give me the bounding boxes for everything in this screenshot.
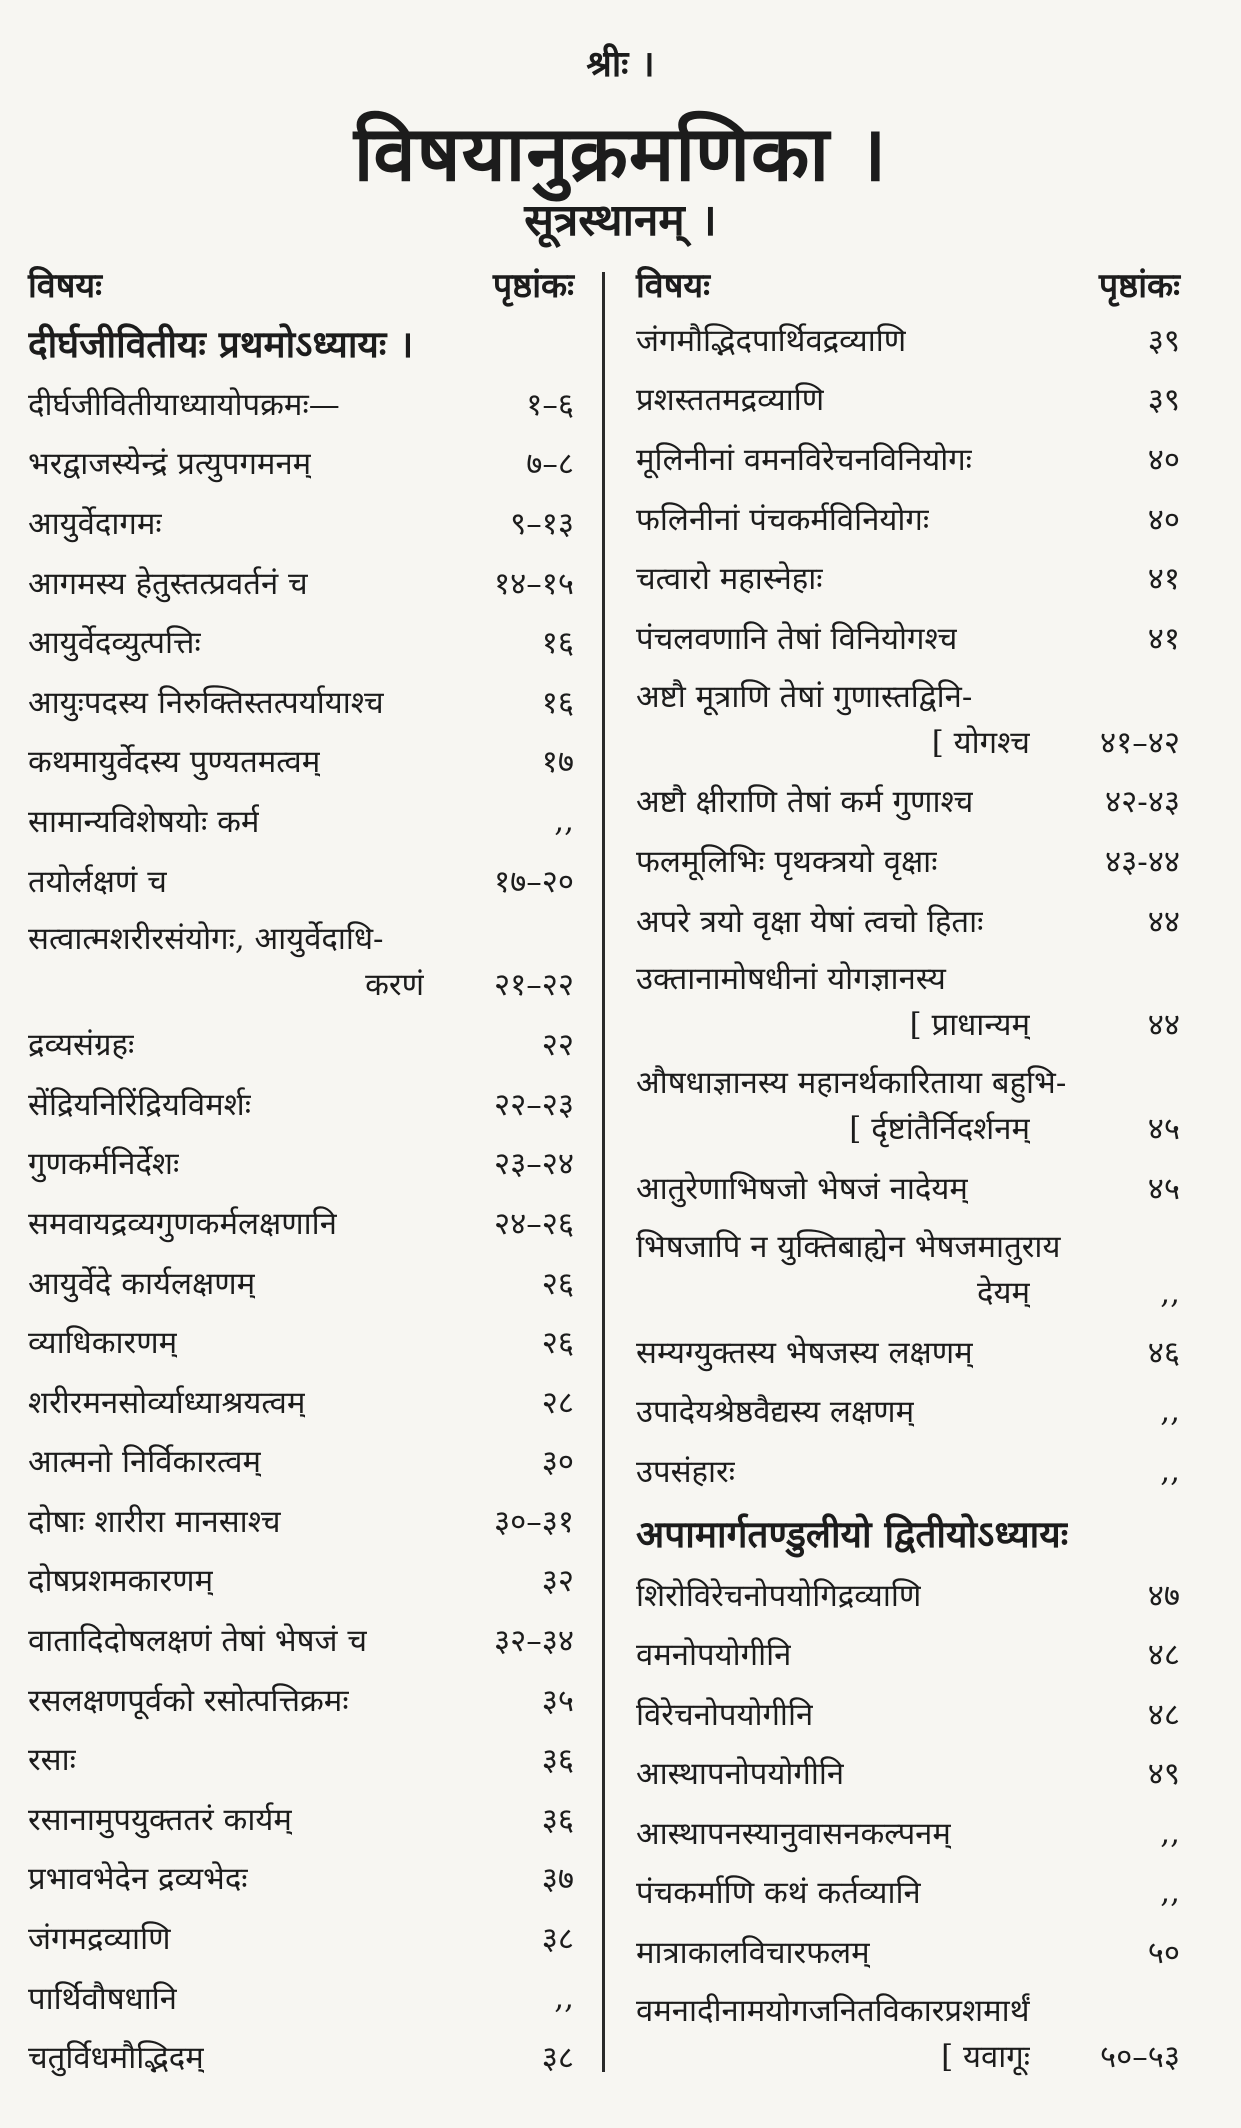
toc-entry xyxy=(20,1372,582,1432)
page-number: ५० xyxy=(1147,1935,1180,1972)
entry-title: वमनोपयोगीनि xyxy=(636,1637,792,1674)
entry-continuation xyxy=(636,720,1180,766)
toc-column-right xyxy=(628,258,1188,2086)
toc-entry xyxy=(20,851,582,911)
entry-continuation xyxy=(28,962,574,1008)
page-number: ४९ xyxy=(1147,1756,1180,1793)
toc-entry xyxy=(628,489,1188,549)
entry-title: आगमस्य हेतुस्तत्प्रवर्तनं च xyxy=(28,565,308,602)
subject-heading: विषयः xyxy=(28,266,102,306)
toc-entry xyxy=(20,374,582,434)
column-header xyxy=(628,258,1188,310)
entry-title: मात्राकालविचारफलम् xyxy=(636,1935,870,1972)
entry-title: वमनादीनामयोगजनितविकारप्रशमार्थं xyxy=(636,1992,1030,2029)
entry-title-continued: [ र्दृष्टांतैर्निदर्शनम् xyxy=(849,1111,1030,1148)
toc-entry xyxy=(20,1491,582,1551)
entry-continuation xyxy=(636,2034,1180,2080)
page-number: २२–२३ xyxy=(494,1086,574,1123)
page-number: ४१ xyxy=(1147,561,1180,598)
entry-title: सेंद्रियनिरिंद्रियविमर्शः xyxy=(28,1086,251,1123)
page-number: ५०–५३ xyxy=(1100,2038,1180,2075)
page-number: ४१ xyxy=(1147,620,1180,657)
entry-title: आस्थापनस्यानुवासनकल्पनम् xyxy=(636,1815,951,1852)
page-number: १–६ xyxy=(526,386,574,423)
page-number: ३० xyxy=(541,1444,574,1481)
toc-entry xyxy=(20,1193,582,1253)
toc-entry xyxy=(20,1968,582,2028)
page-number: ४१–४२ xyxy=(1100,724,1180,761)
toc-entry xyxy=(628,1982,1188,2086)
entry-title: पंचलवणानि तेषां विनियोगश्च xyxy=(636,620,958,657)
page-number: ३२–३४ xyxy=(494,1623,574,1660)
entry-title: आतुरेणाभिषजो भेषजं नादेयम् xyxy=(636,1171,968,1208)
entry-continuation xyxy=(636,1106,1180,1152)
toc-entry xyxy=(628,1565,1188,1625)
entry-title: प्रशस्ततमद्रव्याणि xyxy=(636,382,825,419)
page-number: ,, xyxy=(1160,1874,1180,1911)
page-number: ४३-४४ xyxy=(1105,843,1180,880)
page-number: १६ xyxy=(541,684,574,721)
page-number: ,, xyxy=(1160,1393,1180,1430)
toc-entry xyxy=(628,1863,1188,1923)
toc-entry xyxy=(628,772,1188,832)
page-heading: पृष्ठांकः xyxy=(492,266,574,306)
page-number: १७ xyxy=(541,744,574,781)
entry-title: जंगमद्रव्याणि xyxy=(28,1921,171,1958)
entry-title: सामान्यविशेषयोः कर्म xyxy=(28,803,260,840)
page-number: ९–१३ xyxy=(510,505,574,542)
toc-entry xyxy=(628,1684,1188,1744)
entry-title: सम्यग्युक्तस्य भेषजस्य लक्षणम् xyxy=(636,1334,973,1371)
page-number: ४२-४३ xyxy=(1105,784,1180,821)
toc-entry xyxy=(20,1849,582,1909)
toc-entry xyxy=(20,1432,582,1492)
page-number: २१–२२ xyxy=(494,967,574,1004)
chapter-heading xyxy=(20,310,582,374)
toc-entry xyxy=(20,1253,582,1313)
invocation: श्रीः । xyxy=(586,43,655,85)
entry-title-continued: देयम् xyxy=(977,1274,1030,1311)
entry-title: भिषजापि न युक्तिबाह्येन भेषजमातुराय xyxy=(636,1228,1061,1265)
entry-title: आत्मनो निर्विकारत्वम् xyxy=(28,1444,262,1481)
toc-entry xyxy=(20,1908,582,1968)
entry-title-continued: [ प्राधान्यम् xyxy=(909,1007,1030,1044)
entry-title: औषधाज्ञानस्य महानर्थकारिताया बहुभि- xyxy=(636,1065,1067,1102)
page-number: ३२ xyxy=(541,1563,574,1600)
entry-title: अष्टौ क्षीराणि तेषां कर्म गुणाश्च xyxy=(636,784,974,821)
chapter-title: दीर्घजीवितीयः प्रथमोऽध्यायः । xyxy=(28,321,414,366)
page-number: ३९ xyxy=(1147,382,1180,419)
toc-entry xyxy=(628,1922,1188,1982)
toc-entry xyxy=(20,1134,582,1194)
toc-entry xyxy=(20,434,582,494)
toc-entry xyxy=(20,791,582,851)
section-title: सूत्रस्थानम् । xyxy=(524,195,717,246)
toc-entry xyxy=(20,1789,582,1849)
entry-title: तयोर्लक्षणं च xyxy=(28,863,167,900)
toc-entry xyxy=(628,891,1188,951)
entry-title: चत्वारो महास्नेहाः xyxy=(636,561,823,598)
page-number: ३६ xyxy=(541,1801,574,1838)
toc-entry xyxy=(20,1610,582,1670)
entry-continuation xyxy=(636,1270,1180,1316)
entry-title: जंगमौद्भिदपार्थिवद्रव्याणि xyxy=(636,322,907,359)
entry-title: कथमायुर्वेदस्य पुण्यतमत्वम् xyxy=(28,744,321,781)
toc-entry xyxy=(20,612,582,672)
subject-heading: विषयः xyxy=(636,266,710,306)
page-number: २४–२६ xyxy=(494,1205,574,1242)
entry-title: उक्तानामोषधीनां योगज्ञानस्य xyxy=(636,961,946,998)
column-divider xyxy=(602,272,605,2072)
page-number: ३९ xyxy=(1147,322,1180,359)
toc-entry xyxy=(628,1054,1188,1158)
entry-title: पार्थिवौषधानि xyxy=(28,1980,177,2017)
page-number: ४४ xyxy=(1147,903,1180,940)
page-number: ४५ xyxy=(1147,1111,1180,1148)
page-number: ,, xyxy=(554,1979,574,2016)
toc-entry xyxy=(628,1322,1188,1382)
page-number: ,, xyxy=(1160,1274,1180,1311)
chapter-heading xyxy=(628,1501,1188,1565)
toc-entry xyxy=(20,2027,582,2087)
entry-title: फलमूलिभिः पृथक्त्रयो वृक्षाः xyxy=(636,843,938,880)
toc-entry xyxy=(628,370,1188,430)
entry-title: रसलक्षणपूर्वको रसोत्पत्तिक्रमः xyxy=(28,1682,349,1719)
toc-entry xyxy=(628,1803,1188,1863)
entry-title: सत्वात्मशरीरसंयोगः, आयुर्वेदाधि- xyxy=(28,921,384,958)
entry-title: उपादेयश्रेष्ठवैद्यस्य लक्षणम् xyxy=(636,1394,915,1431)
entry-title: आयुःपदस्य निरुक्तिस्तत्पर्यायाश्च xyxy=(28,684,384,721)
toc-entry xyxy=(20,1670,582,1730)
toc-entry xyxy=(628,1158,1188,1218)
page-number: ४८ xyxy=(1147,1637,1180,1674)
entry-title: पंचकर्माणि कथं कर्तव्यानि xyxy=(636,1875,921,1912)
entry-title: प्रभावभेदेन द्रव्यभेदः xyxy=(28,1861,248,1898)
page-number: ,, xyxy=(1160,1452,1180,1489)
entry-title: आयुर्वेदागमः xyxy=(28,505,162,542)
toc-entry xyxy=(628,668,1188,772)
entry-title: फलिनीनां पंचकर्मविनियोगः xyxy=(636,501,930,538)
toc-entry xyxy=(20,732,582,792)
entry-title: आस्थापनोपयोगीनि xyxy=(636,1756,845,1793)
toc-entry xyxy=(20,672,582,732)
toc-entry xyxy=(628,1382,1188,1442)
page-number: ४४ xyxy=(1147,1007,1180,1044)
page-number: २३–२४ xyxy=(494,1146,574,1183)
entry-title: द्रव्यसंग्रहः xyxy=(28,1027,135,1064)
entry-title: अष्टौ मूत्राणि तेषां गुणास्तद्विनि- xyxy=(636,678,973,715)
page-number: २६ xyxy=(541,1265,574,1302)
toc-entry xyxy=(20,1729,582,1789)
page-number: ४० xyxy=(1147,441,1180,478)
toc-entry xyxy=(628,1744,1188,1804)
toc-entry xyxy=(628,1441,1188,1501)
entry-title: व्याधिकारणम् xyxy=(28,1325,178,1362)
page-number: ,, xyxy=(554,802,574,839)
page-number: ४५ xyxy=(1147,1171,1180,1208)
page-number: ७–८ xyxy=(526,446,574,483)
toc-entry xyxy=(20,1551,582,1611)
toc-entry xyxy=(20,493,582,553)
page-number: १४–१५ xyxy=(494,565,574,602)
entry-title: अपरे त्रयो वृक्षा येषां त्वचो हिताः xyxy=(636,903,984,940)
toc-entry xyxy=(20,553,582,613)
entry-title: गुणकर्मनिर्देशः xyxy=(28,1146,180,1183)
toc-entry xyxy=(628,310,1188,370)
entry-title: शिरोविरेचनोपयोगिद्रव्याणि xyxy=(636,1577,922,1614)
page-title: विषयानुक्रमणिका । xyxy=(353,109,888,198)
toc-column-left xyxy=(20,258,582,2087)
page-number: ४६ xyxy=(1147,1334,1180,1371)
entry-title: आयुर्वेदे कार्यलक्षणम् xyxy=(28,1265,256,1302)
page-number: ३५ xyxy=(541,1682,574,1719)
page-number: २६ xyxy=(541,1325,574,1362)
entry-title: विरेचनोपयोगीनि xyxy=(636,1696,814,1733)
page-number: ४७ xyxy=(1147,1577,1180,1614)
entry-title: उपसंहारः xyxy=(636,1453,735,1490)
entry-title: दीर्घजीवितीयाध्यायोपक्रमः— xyxy=(28,386,340,423)
entry-title-continued: [ योगश्च xyxy=(931,724,1030,761)
page-number: १६ xyxy=(541,625,574,662)
toc-entry xyxy=(628,429,1188,489)
entry-title: चतुर्विधमौद्भिदम् xyxy=(28,2040,204,2077)
page-number: ३०–३१ xyxy=(494,1503,574,1540)
page-number: २८ xyxy=(541,1384,574,1421)
page-number: २२ xyxy=(541,1027,574,1064)
toc-entry xyxy=(20,1312,582,1372)
page-number: १७–२० xyxy=(494,863,574,900)
page-number: ३७ xyxy=(541,1861,574,1898)
toc-entry xyxy=(628,608,1188,668)
page-number: ,, xyxy=(1160,1814,1180,1851)
entry-title: दोषप्रशमकारणम् xyxy=(28,1563,214,1600)
entry-title: समवायद्रव्यगुणकर्मलक्षणानि xyxy=(28,1205,337,1242)
page-number: ३८ xyxy=(541,2040,574,2077)
entry-title: रसानामुपयुक्ततरं कार्यम् xyxy=(28,1801,292,1838)
page-number: ३८ xyxy=(541,1921,574,1958)
entry-title: मूलिनीनां वमनविरेचनविनियोगः xyxy=(636,441,972,478)
entry-title: वातादिदोषलक्षणं तेषां भेषजं च xyxy=(28,1623,368,1660)
page-heading: पृष्ठांकः xyxy=(1098,266,1180,306)
toc-entry xyxy=(20,910,582,1014)
entry-title-continued: करणं xyxy=(365,967,424,1004)
toc-entry xyxy=(628,1218,1188,1322)
toc-entry xyxy=(20,1014,582,1074)
entry-title: शरीरमनसोर्व्याध्याश्रयत्वम् xyxy=(28,1384,306,1421)
entry-title: दोषाः शारीरा मानसाश्च xyxy=(28,1503,281,1540)
page-number: ४८ xyxy=(1147,1696,1180,1733)
entry-title-continued: [ यवागूः xyxy=(941,2038,1030,2075)
entry-continuation xyxy=(636,1002,1180,1048)
entry-title: भरद्वाजस्येन्द्रं प्रत्युपगमनम् xyxy=(28,446,312,483)
entry-title: आयुर्वेदव्युत्पत्तिः xyxy=(28,625,201,662)
toc-entry xyxy=(628,1624,1188,1684)
toc-entry xyxy=(628,548,1188,608)
page-number: ४० xyxy=(1147,501,1180,538)
toc-entry xyxy=(20,1074,582,1134)
toc-entry xyxy=(628,831,1188,891)
column-header xyxy=(20,258,582,310)
page-number: ३६ xyxy=(541,1742,574,1779)
entry-title: रसाः xyxy=(28,1742,76,1779)
chapter-title: अपामार्गतण्डुलीयो द्वितीयोऽध्यायः xyxy=(636,1512,1069,1557)
toc-entry xyxy=(628,950,1188,1054)
